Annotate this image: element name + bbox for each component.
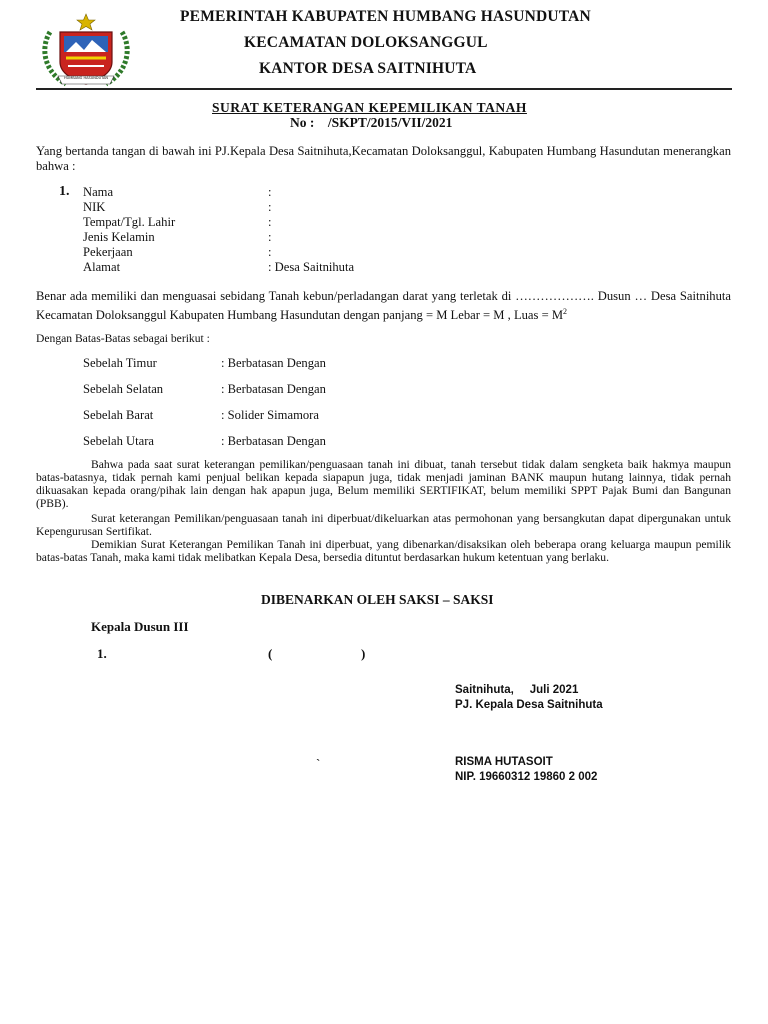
boundary-north <box>83 434 326 460</box>
field-label: Alamat <box>83 260 121 274</box>
witness-number: 1. <box>97 646 107 661</box>
stray-mark: ` <box>316 756 321 771</box>
boundaries-list <box>83 356 326 460</box>
field-address <box>83 260 354 275</box>
ownership-text: Benar ada memiliki dan menguasai sebidang Tanah kebun/perladangan darat yang terletak di ………………. Dusun … Desa Saitnihuta Kecamatan Doloksanggul Kabupaten Humbang Hasundutan dengan panjang = M Lebar = M , Luas = M <box>36 289 731 323</box>
field-label: Tempat/Tgl. Lahir <box>83 215 176 229</box>
signature-place-date: Saitnihuta, Juli 2021 <box>455 684 579 696</box>
item-number: 1. <box>59 184 70 199</box>
signatory-nip: NIP. 19660312 19860 2 002 <box>455 771 598 783</box>
header-divider <box>36 88 732 90</box>
area-unit-superscript: 2 <box>563 307 568 316</box>
header-government: PEMERINTAH KABUPATEN HUMBANG HASUNDUTAN <box>180 8 591 25</box>
field-value: : <box>268 215 272 229</box>
field-value: : <box>268 245 272 259</box>
logo-ribbon-text: HUMBANG HASUNDUTAN <box>64 76 109 80</box>
witness-paren-open: ( <box>268 646 273 661</box>
boundary-value: : Solider Simamora <box>221 408 319 422</box>
boundaries-intro: Dengan Batas-Batas sebagai berikut : <box>36 332 210 345</box>
field-name <box>83 185 354 200</box>
witness-heading: DIBENARKAN OLEH SAKSI – SAKSI <box>261 592 494 607</box>
field-nik <box>83 200 354 215</box>
field-birth <box>83 215 354 230</box>
header-district: KECAMATAN DOLOKSANGGUL <box>244 34 488 51</box>
boundary-value: : Berbatasan Dengan <box>221 382 326 396</box>
boundary-label: Sebelah Selatan <box>83 382 164 396</box>
boundary-west <box>83 408 326 434</box>
boundary-east <box>83 356 326 382</box>
boundary-label: Sebelah Utara <box>83 434 154 448</box>
regency-logo <box>36 12 136 90</box>
boundary-label: Sebelah Barat <box>83 408 154 422</box>
field-label: Jenis Kelamin <box>83 230 155 244</box>
signatory-name: RISMA HUTASOIT <box>455 756 553 768</box>
field-value: : <box>268 185 272 199</box>
boundary-value: : Berbatasan Dengan <box>221 356 326 370</box>
field-label: Pekerjaan <box>83 245 133 259</box>
header-office: KANTOR DESA SAITNIHUTA <box>259 60 477 77</box>
field-value: : <box>268 200 272 214</box>
field-value: : <box>268 230 272 244</box>
person-fields <box>83 185 354 275</box>
intro-paragraph: Yang bertanda tangan di bawah ini PJ.Kepala Desa Saitnihuta,Kecamatan Doloksanggul, Kabupaten Humbang Hasundutan menerangkan bahwa : <box>36 144 731 173</box>
field-label: Nama <box>83 185 114 199</box>
ownership-paragraph <box>36 289 731 323</box>
statement-paragraph-3: Demikian Surat Keterangan Pemilikan Tanah ini diperbuat, yang dibenarkan/disaksikan oleh beberapa orang keluarga maupun pemilik batas-batas Tanah, maka kami tidak melibatkan Kepala Desa, bersedia dituntut berdasarkan hukum ketentuan yang berlaku. <box>36 538 731 564</box>
letter-title: SURAT KETERANGAN KEPEMILIKAN TANAH <box>212 100 527 115</box>
witness-role: Kepala Dusun III <box>91 619 189 634</box>
statement-paragraph-1: Bahwa pada saat surat keterangan pemilikan/penguasaan tanah ini dibuat, tanah tersebut tidak dalam sengketa baik hakmya maupun batas-batasnya, tidak pernah kami penjual belikan kepada siapapun juga, tidak menjadi jaminan BANK maupun hutang lainnya, tidak pernah dikuasakan kepada orang/pihak lain dengan hak apapun juga, Belum memiliki SERTIFIKAT, belum memiliki SPPT Pajak Bumi dan Bangunan (PBB). <box>36 458 731 510</box>
field-occupation <box>83 245 354 260</box>
boundary-value: : Berbatasan Dengan <box>221 434 326 448</box>
witness-paren-close: ) <box>361 646 366 661</box>
field-label: NIK <box>83 200 106 214</box>
boundary-label: Sebelah Timur <box>83 356 157 370</box>
field-value: : Desa Saitnihuta <box>268 260 355 274</box>
boundary-south <box>83 382 326 408</box>
letter-number: No : /SKPT/2015/VII/2021 <box>290 115 453 130</box>
statement-paragraph-2: Surat keterangan Pemilikan/penguasaan tanah ini diperbuat/dikeluarkan atas permohonan yang bersangkutan dapat dipergunakan untuk Kepengurusan Sertifikat. <box>36 512 731 538</box>
field-gender <box>83 230 354 245</box>
signature-position: PJ. Kepala Desa Saitnihuta <box>455 699 603 711</box>
